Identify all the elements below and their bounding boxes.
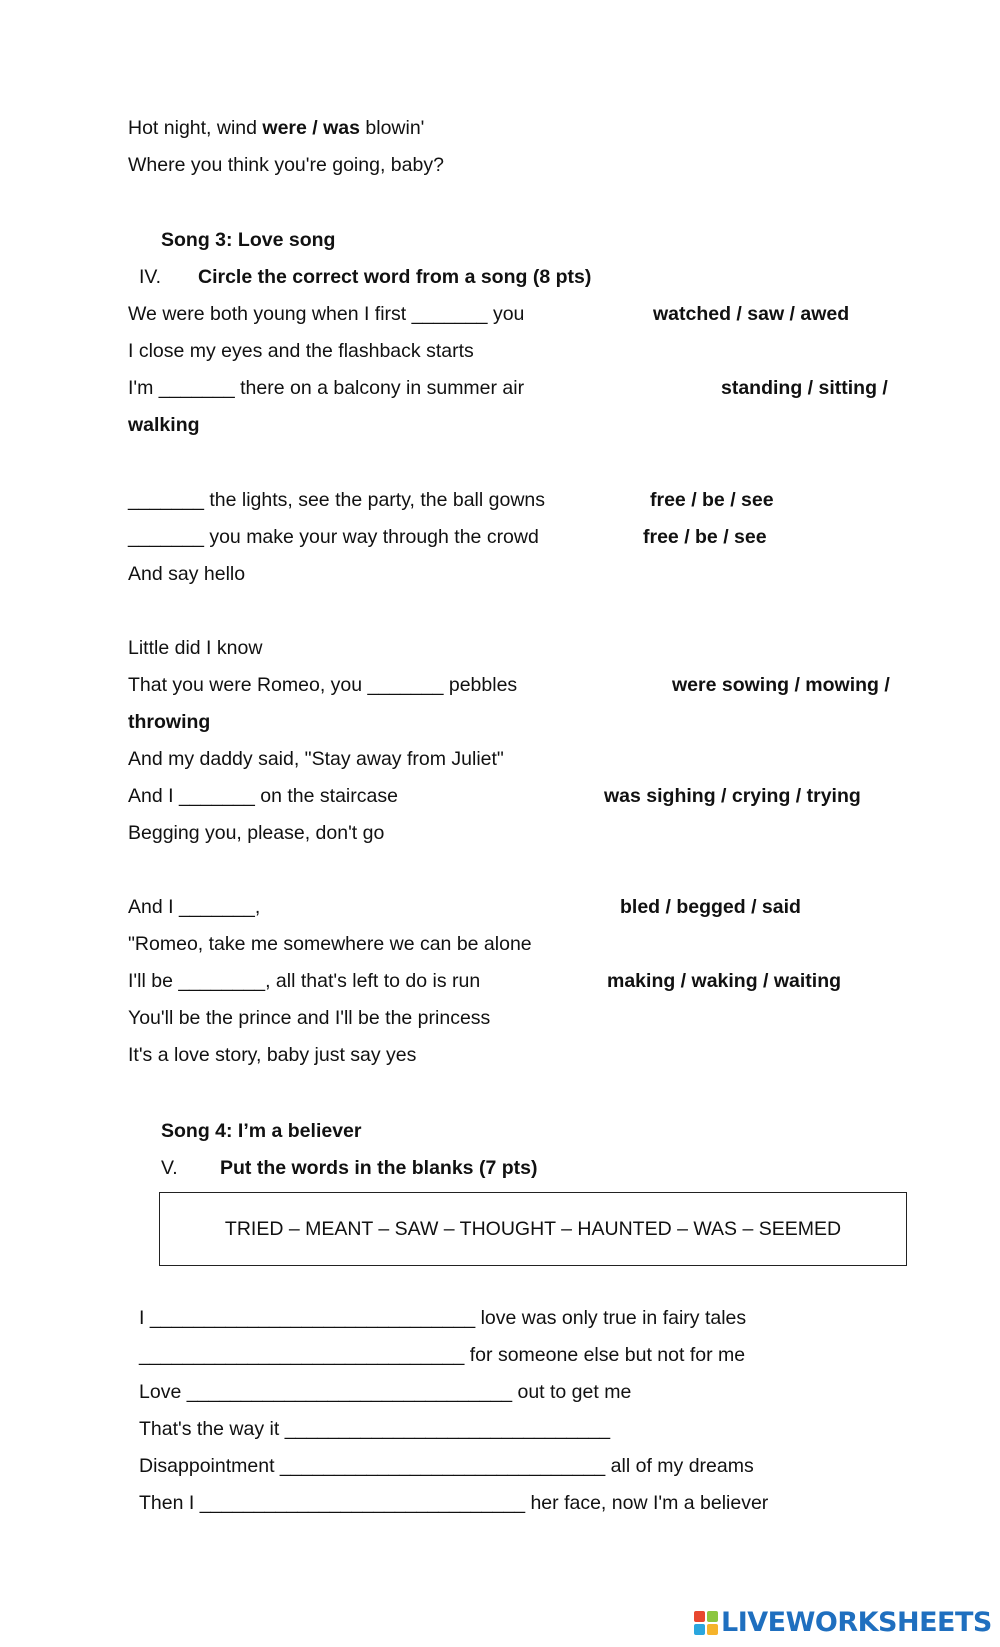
- section-instruction: Put the words in the blanks (7 pts): [220, 1157, 538, 1179]
- lyric-line: Where you think you're going, baby?: [128, 154, 444, 176]
- choice-options-continued[interactable]: throwing: [128, 711, 211, 733]
- choice-options[interactable]: bled / begged / said: [620, 896, 801, 918]
- logo-text: LIVEWORKSHEETS: [721, 1607, 992, 1638]
- lyric-line: _______ you make your way through the crowd: [128, 526, 539, 548]
- lyric-line: I'll be ________, all that's left to do is run: [128, 970, 481, 992]
- section-instruction: Circle the correct word from a song (8 pts): [198, 266, 592, 288]
- section-title: Song 4: I’m a believer: [161, 1120, 362, 1142]
- choice-options[interactable]: standing / sitting /: [721, 377, 888, 399]
- lyric-line: That you were Romeo, you _______ pebbles: [128, 674, 518, 696]
- lyric-line: And say hello: [128, 563, 246, 585]
- fill-blank-line[interactable]: ______________________________ for someone else but not for me: [139, 1344, 746, 1366]
- lyric-line: Little did I know: [128, 637, 263, 659]
- fill-blank-line[interactable]: I ______________________________ love was only true in fairy tales: [139, 1307, 747, 1329]
- fill-blank-line[interactable]: Love ______________________________ out to get me: [139, 1381, 632, 1403]
- choice-options[interactable]: free / be / see: [650, 489, 774, 511]
- word-bank-box: [159, 1192, 907, 1266]
- choice-options[interactable]: were / was: [262, 117, 360, 139]
- lyric-line: Begging you, please, don't go: [128, 822, 385, 844]
- choice-options[interactable]: free / be / see: [643, 526, 767, 548]
- section-title: Song 3: Love song: [161, 229, 336, 251]
- lyric-line: _______ the lights, see the party, the ball gowns: [128, 489, 546, 511]
- fill-blank-line[interactable]: That's the way it ______________________________: [139, 1418, 611, 1440]
- lyric-line: Hot night, wind were / was blowin': [128, 117, 425, 139]
- lyric-line: We were both young when I first _______ you: [128, 303, 525, 325]
- liveworksheets-logo[interactable]: [694, 1608, 992, 1638]
- logo-blocks-icon: [694, 1611, 718, 1635]
- lyric-line: And I _______,: [128, 896, 261, 918]
- section-numeral: IV.: [139, 266, 162, 288]
- choice-options[interactable]: making / waking / waiting: [607, 970, 842, 992]
- lyric-line: I'm _______ there on a balcony in summer air: [128, 377, 525, 399]
- choice-options[interactable]: were sowing / mowing /: [672, 674, 890, 696]
- fill-blank-line[interactable]: Disappointment ______________________________ all of my dreams: [139, 1455, 754, 1477]
- lyric-line: It's a love story, baby just say yes: [128, 1044, 417, 1066]
- lyric-line: And I _______ on the staircase: [128, 785, 398, 807]
- section-numeral: V.: [161, 1157, 178, 1179]
- fill-blank-line[interactable]: Then I ______________________________ her face, now I'm a believer: [139, 1492, 769, 1514]
- lyric-line: And my daddy said, "Stay away from Juliet": [128, 748, 504, 770]
- lyric-line: I close my eyes and the flashback starts: [128, 340, 474, 362]
- choice-options[interactable]: was sighing / crying / trying: [604, 785, 861, 807]
- word-bank: TRIED – MEANT – SAW – THOUGHT – HAUNTED – WAS – SEEMED: [224, 1217, 842, 1240]
- choice-options-continued[interactable]: walking: [128, 414, 200, 436]
- choice-options[interactable]: watched / saw / awed: [653, 303, 850, 325]
- lyric-line: You'll be the prince and I'll be the princess: [128, 1007, 491, 1029]
- lyric-line: "Romeo, take me somewhere we can be alone: [128, 933, 532, 955]
